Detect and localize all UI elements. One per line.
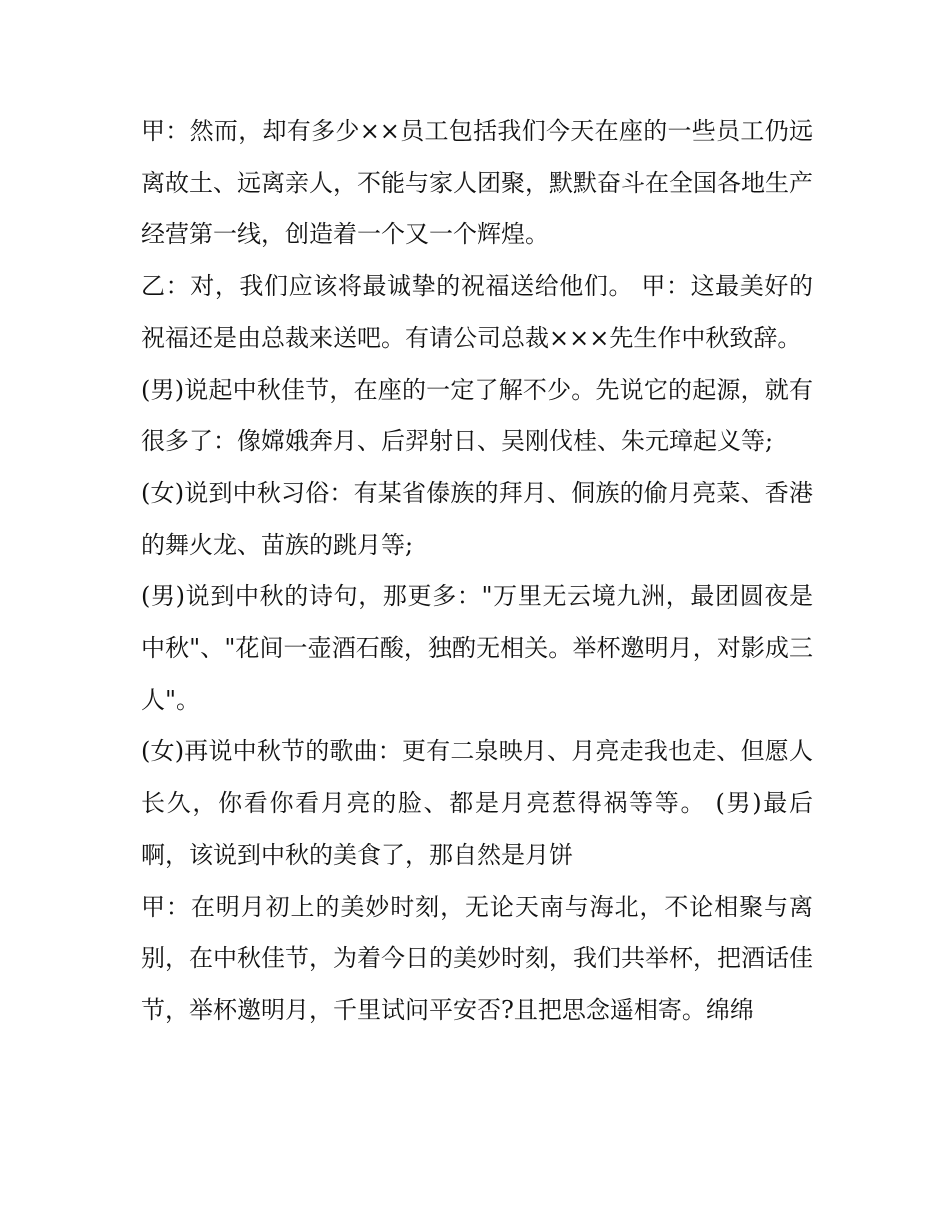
paragraph-jia-toast: 甲：在明月初上的美妙时刻，无论天南与海北，不论相聚与离别，在中秋佳节，为着今日的美妙时刻，我们共举杯，把酒话佳节，举杯邀明月，千里试问平安否?且把思念遥相寄。绵绵 [141,892,813,1024]
paragraph-yi-jia: 乙：对，我们应该将最诚挚的祝福送给他们。 甲：这最美好的祝福还是由总裁来送吧。有请公司总裁×××先生作中秋致辞。 [141,272,813,352]
paragraph-female-songs: (女)再说中秋节的歌曲：更有二泉映月、月亮走我也走、但愿人长久，你看你看月亮的脸、都是月亮惹得祸等等。 (男)最后啊，该说到中秋的美食了，那自然是月饼 [141,737,813,869]
paragraph-male-origin: (男)说起中秋佳节，在座的一定了解不少。先说它的起源，就有很多了：像嫦娥奔月、后羿射日、吴刚伐桂、朱元璋起义等; [141,375,813,456]
paragraph-male-poems: (男)说到中秋的诗句，那更多："万里无云境九洲，最团圆夜是中秋"、"花间一壶酒石酸，独酌无相关。举杯邀明月，对影成三人"。 [141,582,813,714]
paragraph-jia-1: 甲：然而，却有多少××员工包括我们今天在座的一些员工仍远离故土、远离亲人，不能与家人团聚，默默奋斗在全国各地生产经营第一线，创造着一个又一个辉煌。 [141,117,813,249]
document-body [141,106,813,1037]
paragraph-female-customs: (女)说到中秋习俗：有某省傣族的拜月、侗族的偷月亮菜、香港的舞火龙、苗族的跳月等; [141,478,813,559]
